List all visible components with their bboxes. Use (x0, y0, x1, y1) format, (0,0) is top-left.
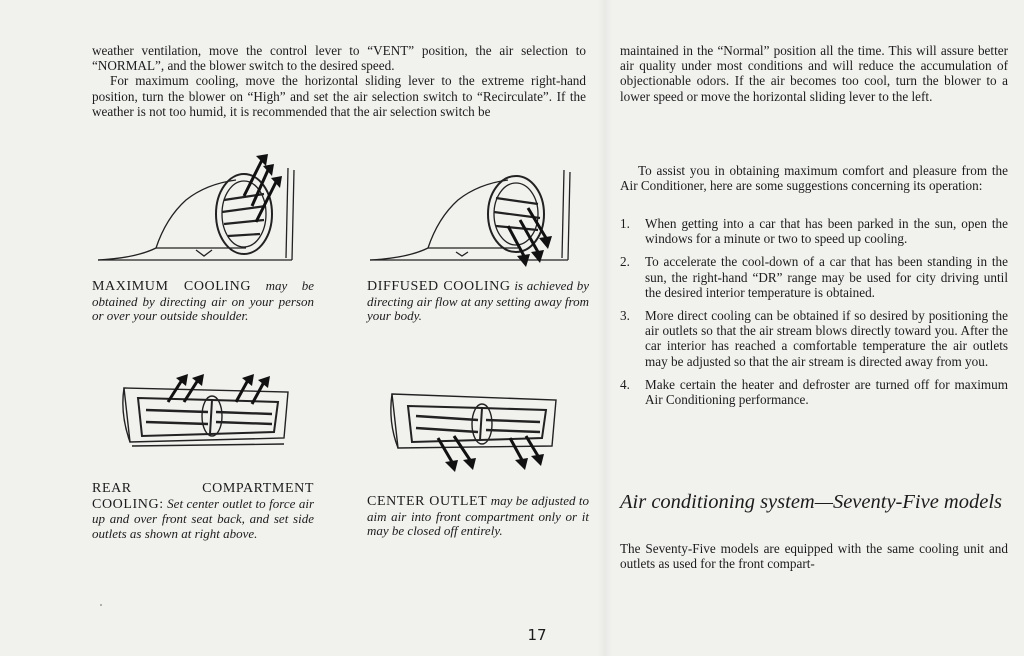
right-paragraph-1: maintained in the “Normal” position all the time. This will assure better air quality under most conditions and will reduce the accumulation of objectionable odors. If the air becomes too cool, turn the blower to a lower speed or move the horizontal sliding lever to the left. (620, 43, 1008, 104)
list-number: 2. (620, 254, 630, 270)
list-text: More direct cooling can be obtained if so desired by positioning the air outlets so that the air stream blows directly toward you. After the car interior has reached a comfortable temperature the air outlets may be adjusted so that the air stream is directed away from you. (645, 308, 1008, 369)
caption-heading: DIFFUSED COOLING (367, 279, 511, 294)
list-item (620, 216, 1008, 246)
list-item (620, 308, 1008, 369)
caption-text: may be obtained by directing air on your person or over your outside shoulder. (92, 278, 314, 324)
intro-paragraph: To assist you in obtaining maximum comfort and pleasure from the Air Conditioner, here are some suggestions concerning its operation: (620, 163, 1008, 194)
caption-text: Set center outlet to force air up and over front seat back, and set side outlets as shown at right above. (92, 495, 315, 541)
caption-text: may be adjusted to aim air into front compartment only or it may be closed off entirely. (367, 493, 590, 539)
rear-compartment-illustration (118, 368, 294, 458)
section-body (620, 541, 1008, 571)
caption-heading: MAXIMUM COOLING (92, 279, 252, 294)
left-column-text (92, 43, 586, 119)
section-heading: Air conditioning system—Seventy-Five models (620, 491, 1002, 513)
list-number: 1. (620, 216, 630, 231)
caption-heading: REAR COMPARTMENT COOLING: (92, 481, 314, 512)
list-item (620, 254, 1008, 300)
maximum-cooling-caption (92, 279, 314, 324)
list-text: When getting into a car that has been parked in the sun, open the windows for a minute or two to speed up cooling. (645, 216, 1008, 247)
diffused-cooling-caption (367, 279, 589, 324)
rear-compartment-caption (92, 481, 314, 541)
paper-speck (100, 604, 102, 606)
list-number: 3. (620, 308, 630, 324)
maximum-cooling-illustration (96, 148, 306, 268)
list-text: To accelerate the cool-down of a car that has been standing in the sun, the right-hand “DR” range may be used for city driving until the desired interior temperature is obtained. (645, 254, 1008, 300)
page-spine (598, 0, 612, 656)
section-paragraph: The Seventy-Five models are equipped with the same cooling unit and outlets as used for the front compart- (620, 541, 1008, 572)
caption-heading: CENTER OUTLET (367, 494, 488, 509)
center-outlet-caption (367, 494, 589, 539)
left-paragraph-1: weather ventilation, move the control lever to “VENT” position, the air selection to “NORMAL”, and the blower switch to the desired speed. (92, 43, 586, 74)
right-column-text (620, 43, 1008, 104)
center-outlet-illustration (386, 382, 562, 477)
left-paragraph-2: For maximum cooling, move the horizontal sliding lever to the extreme right-hand position, turn the blower on “High” and set the air selection switch to “Recirculate”. If the weather is not too humid, it is recommended that the air selection switch be (92, 73, 586, 119)
list-number: 4. (620, 376, 630, 392)
list-item (620, 377, 1008, 407)
suggestions-intro (620, 163, 1008, 193)
caption-text: is achieved by directing air flow at any setting away from your body. (367, 278, 589, 324)
list-text: Make certain the heater and defroster are turned off for maximum Air Conditioning performance. (645, 376, 1008, 408)
diffused-cooling-illustration (368, 160, 578, 275)
page-number: 17 (527, 626, 547, 644)
suggestions-list (620, 216, 1008, 415)
